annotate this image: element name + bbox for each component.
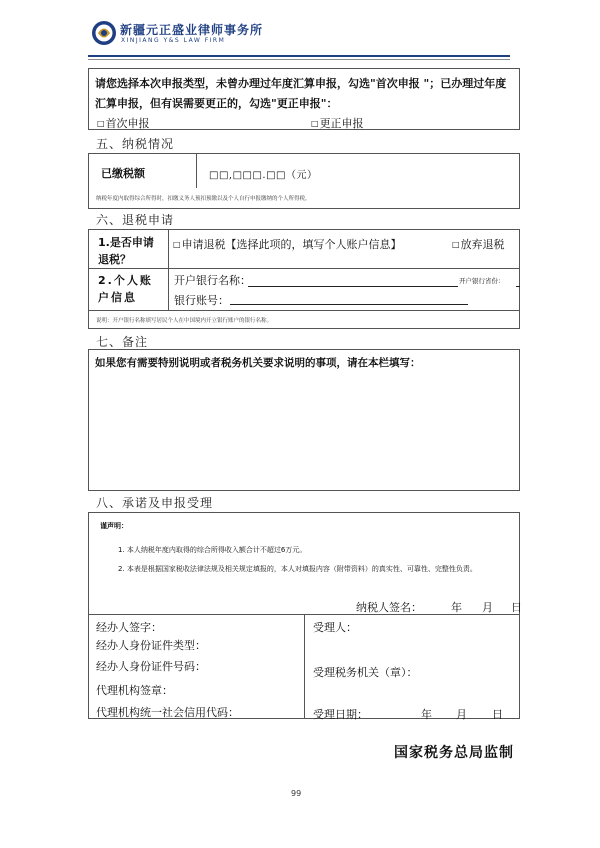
agent-signature-label: 经办人签字：: [96, 621, 162, 634]
firm-name-cn: 新疆元正盛业律师事务所: [120, 23, 264, 37]
statement-2: 2. 本表是根据国家税收法律法规及相关规定填报的，本人对填报内容（附带资料）的真实性、可靠性、完整性负责。: [118, 565, 477, 573]
declaration-type-instruction: 请您选择本次申报类型，未曾办理过年度汇算申报，勾选"首次申报 "；已办理过年度汇算申报，但有误需要更正的，勾选"更正申报"：: [95, 77, 507, 110]
signature-year: 年: [451, 601, 462, 614]
option-correct-declaration[interactable]: [311, 115, 364, 131]
waive-refund-checkbox-icon[interactable]: □: [452, 240, 460, 249]
firm-logo-icon: [91, 20, 117, 46]
agency-seal-label: 代理机构签章：: [96, 684, 173, 697]
correct-declaration-label: 更正申报: [319, 117, 364, 130]
receiver-label: 受理人：: [313, 621, 357, 634]
section-6-title: 六、退税申请: [96, 213, 175, 227]
agency-credit-code-label: 代理机构统一社会信用代码：: [96, 706, 239, 719]
bank-province-field[interactable]: [516, 286, 520, 287]
commitment-col-sep: [304, 614, 305, 719]
remarks-prompt: 如果您有需要特别说明或者税务机关要求说明的事项，请在本栏填写：: [95, 357, 421, 369]
section-7-title: 七、备注: [96, 335, 149, 349]
header-rule-thin: [88, 59, 510, 60]
account-number-label: 银行账号：: [174, 294, 229, 307]
bank-province-label: 开户银行省份：: [459, 277, 505, 285]
taxpayer-signature-label: 纳税人签名：: [356, 601, 422, 614]
waive-refund-label: 放弃退税: [460, 238, 505, 251]
apply-refund-checkbox-icon[interactable]: □: [173, 240, 181, 249]
first-declaration-checkbox-icon[interactable]: □: [97, 119, 105, 128]
declaration-heading: 谨声明：: [100, 522, 128, 530]
bank-name-field[interactable]: [248, 286, 458, 287]
tax-office-seal-label: 受理税务机关（章）：: [313, 666, 418, 679]
refund-row-sep: [88, 268, 520, 269]
waive-refund-option[interactable]: [452, 236, 505, 252]
refund-note-sep: [88, 310, 520, 311]
firm-name-en: XINJIANG Y&S LAW FIRM: [121, 37, 226, 44]
agent-id-type-label: 经办人身份证件类型：: [96, 639, 206, 652]
option-first-declaration[interactable]: [97, 115, 150, 131]
receive-year: 年: [421, 708, 432, 721]
refund-question-label: 1.是否申请退税？: [98, 236, 154, 266]
apply-refund-label: 申请退税【选择此项的，填写个人账户信息】: [181, 238, 402, 251]
receive-month: 月: [456, 708, 467, 721]
signature-day: 日: [511, 601, 522, 614]
section-8-title: 八、承诺及申报受理: [96, 496, 214, 510]
section-5-title: 五、纳税情况: [96, 137, 175, 151]
page-number: 99: [291, 789, 302, 798]
account-info-label: 2.个人账户信息: [98, 274, 153, 304]
correct-declaration-checkbox-icon[interactable]: □: [311, 119, 319, 128]
receive-date-label: 受理日期：: [313, 708, 368, 721]
tax-paid-divider: [196, 153, 197, 188]
refund-note: 说明：开户银行名称填写居民个人在中国境内开立银行账户的银行名称。: [96, 318, 273, 324]
header-rule: [88, 55, 510, 57]
statement-1: 1. 本人纳税年度内取得的综合所得收入额合计不超过6万元。: [118, 546, 307, 554]
first-declaration-label: 首次申报: [105, 117, 150, 130]
refund-divider: [168, 229, 169, 310]
bank-name-label: 开户银行名称：: [174, 274, 251, 287]
signature-month: 月: [482, 601, 493, 614]
receive-day: 日: [492, 708, 503, 721]
account-number-field[interactable]: [230, 304, 468, 305]
paid-tax-label: 已缴税额: [101, 167, 145, 180]
supervisor-label: 国家税务总局监制: [394, 745, 514, 761]
tax-paid-note: 纳税年度内取得综合所得时，扣缴义务人预扣预缴以及个人自行申报缴纳的个人所得税。: [96, 196, 311, 202]
remarks-box[interactable]: [88, 349, 520, 491]
agent-id-number-label: 经办人身份证件号码：: [96, 660, 206, 673]
apply-refund-option[interactable]: [173, 236, 402, 252]
paid-tax-value-field[interactable]: □□,□□□.□□（元）: [209, 170, 318, 181]
